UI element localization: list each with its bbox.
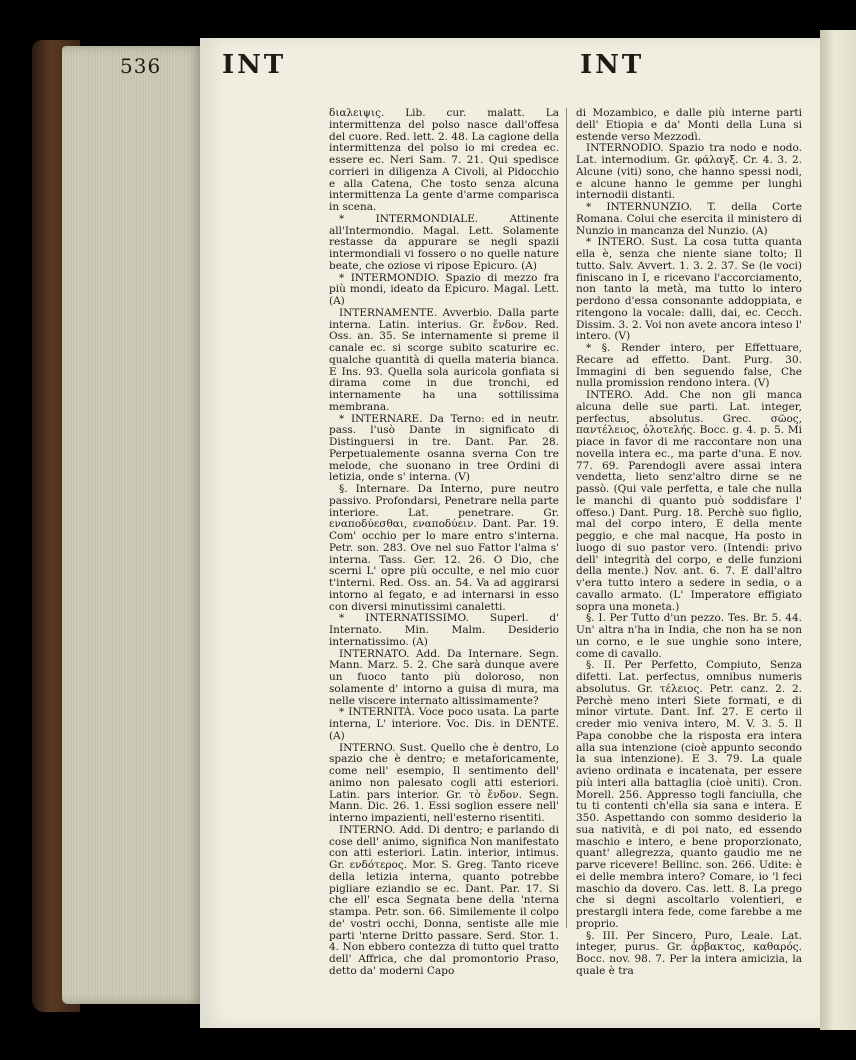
left-entry-6: * INTERNATISSIMO. Superl. d' Internato. Min. Malm. Desiderio internatissimo. (A) (329, 612, 559, 648)
left-entry-5: §. Internare. Da Interno, pure neutro passivo. Profondarsi, Penetrare nella parte interiore. Lat. penetrare. Gr. εναποδύεσθαι, εναποδύειν. Dant. Par. 19. Com' occhio per lo mare entro s'interna. Petr. son. 283. Ove nel suo Fattor l'alma s' interna. Tass. Ger. 12. 26. O Dio, che scerni L' opre più occulte, e nel mio cuor t'interni. Red. Oss. an. 54. Va ad aggirarsi intorno al fegato, e ad internarsi in esso con diversi minutissimi canaletti. (329, 483, 559, 613)
right-entry-0: di Mozambico, e dalle più interne parti dell' Etiopia e da' Monti della Luna si estende verso Mezzodì. (576, 107, 802, 143)
right-entry-7: §. II. Per Perfetto, Compiuto, Senza difetti. Lat. perfectus, omnibus numeris absolutus. Gr. τέλειος. Petr. canz. 2. 2. Perchè meno interi Siete formati, e di minor virtute. Dant. Inf. 27. E certo il creder mio veniva intero, M. V. 3. 5. Il Papa conobbe che la risposta era intera alla sua intenzione (cioè appunto secondo la sua intenzione). E 3. 79. La quale avieno ordinata e incatenata, per essere più interi alla battaglia (cioè uniti). Cron. Morell. 256. Appresso togli fanciulla, che tu ti contenti ch'ella sia sana e intera. E 350. Aspettando con sommo desiderio la sua natività, e di poi nato, ed essendo maschio e intero, e bene proporzionato, quant' allegrezza, quanto gaudio me ne parve ricevere! Bellinc. son. 266. Udite: è ei delle membra intero? Comare, io 'l feci maschio da dovero. Cas. lett. 8. La prego che si degni ascoltarlo volentieri, e prestargli intera fede, come farebbe a me proprio. (576, 659, 802, 930)
column-divider (566, 108, 567, 928)
right-entry-8: §. III. Per Sincero, Puro, Leale. Lat. integer, purus. Gr. ἀρβακτος, καθαρός. Bocc. nov. 98. 7. Per la intera amicizia, la quale è tra (576, 929, 802, 977)
left-entry-2: * INTERMONDIO. Spazio di mezzo fra più mondi, ideato da Epicuro. Magal. Lett. (A) (329, 271, 559, 307)
page-edges (62, 46, 202, 1004)
left-entry-0: διαλειψις. Lib. cur. malatt. La intermittenza del polso nasce dall'offesa del cuore. Red. lett. 2. 48. La cagione della intermittenza del polso io mi credea ec. essere ec. Neri Sam. 7. 21. Qui spedisce corrieri in diligenza A Civoli, al Pidocchio e alla Catena, Che tosto senza alcuna intermittenza La gente d'arme comparisca in scena. (329, 107, 559, 213)
left-entry-3: INTERNAMENTE. Avverbio. Dalla parte interna. Latin. interius. Gr. ἔνδον. Red. Oss. an. 35. Se internamente si preme il canale ec. si scorge subito scaturire ec. qualche quantità di quella materia bianca. E Ins. 93. Quella sola auricola gonfiata si dirama come in due tronchi, ed internamente ha una sottilissima membrana. (329, 306, 559, 413)
left-entry-10: INTERNO. Add. Di dentro; e parlando di cose dell' animo, significa Non manifestato con atti esteriori. Latin. interior, intimus. Gr. ενδότερος. Mor. S. Greg. Tanto riceve della letizia interna, quanto potrebbe pigliare eziandio se ec. Dant. Par. 17. Si che ell' esca Segnata bene della 'nterna stampa. Petr. son. 66. Similemente il colpo de' vostri occhi, Donna, sentiste alle mie parti 'nterne Dritto passare. Serd. Stor. 1. 4. Non ebbero contezza di tutto quel tratto dell' Affrica, che dal promontorio Praso, detto da' moderni Capo (329, 823, 559, 977)
page-header (120, 48, 645, 82)
left-entry-1: * INTERMONDIALE. Attinente all'Intermondio. Magal. Lett. Solamente restasse da appurare se negli spazii intermondiali vi fossero o no quelle nature beate, che oziose vi ripose Epicuro. (A) (329, 212, 559, 272)
left-column (329, 107, 559, 977)
left-entry-7: INTERNATO. Add. Da Internare. Segn. Mann. Marz. 5. 2. Che sarà dunque avere un fuoco tanto più doloroso, non solamente d' intorno a guisa di mura, ma nelle viscere internato altissimamente? (329, 647, 559, 707)
right-entry-5: INTERO. Add. Che non gli manca alcuna delle sue parti. Lat. integer, perfectus, absolutus. Grec. σῶος, παντέλειος, ὁλοτελής. Bocc. g. 4. p. 5. Mi piace in favor di me raccontare non una novella intera ec., ma parte d'una. E nov. 77. 69. Parendogli avere assai intera vendetta, lieto senz'altro dirne se ne passò. (Qui vale perfetta, e tale che nulla le manchi di quanto può soddisfare l' offeso.) Dant. Purg. 18. Perchè suo figlio, mal del corpo intero, E della mente peggio, e che mal nacque, Ha posto in luogo di suo pastor vero. (Intendi: privo dell' integrità del corpo, e delle funzioni della mente.) Nov. ant. 6. 7. E dall'altro v'era tutto intero a sedere in sedia, o a cavallo armato. (L' Imperatore effigiato sopra una moneta.) (576, 389, 802, 613)
left-entry-4: * INTERNARE. Da Terno: ed in neutr. pass. l'usò Dante in significato di Distinguersi in tre. Dant. Par. 28. Perpetualemente osanna sverna Con tre melode, che suonano in tree Ordini di letizia, onde s' interna. (V) (329, 412, 559, 484)
right-entry-2: * INTERNUNZIO. T. della Corte Romana. Colui che esercita il ministero di Nunzio in mancanza del Nunzio. (A) (576, 201, 802, 237)
right-entry-6: §. I. Per Tutto d'un pezzo. Tes. Br. 5. 44. Un' altra n'ha in India, che non ha se non un corno, e le sue unghie sono intere, come di cavallo. (576, 612, 802, 660)
running-head-right: INT (580, 50, 645, 80)
left-entry-9: INTERNO. Sust. Quello che è dentro, Lo spazio che è dentro; e metaforicamente, come nell' esempio, Il sentimento dell' animo non palesato cogli atti esteriori. Latin. pars interior. Gr. τὸ ἔνδον. Segn. Mann. Dic. 26. 1. Essi soglion essere nell' interno impazienti, nell'esterno risentiti. (329, 741, 559, 824)
right-entry-3: * INTERO. Sust. La cosa tutta quanta ella è, senza che niente siane tolto; Il tutto. Salv. Avvert. 1. 3. 2. 37. Se (le voci) finiscano in I, e ricevano l'accorciamento, non tanto la metà, ma tutto lo intero perdono d'essa consonante addoppiata, e ritengono la vocale: dalli, dai, ec. Cecch. Dissim. 3. 2. Voi non avete ancora inteso l' intero. (V) (576, 236, 802, 343)
running-head-left: INT (222, 50, 287, 80)
adjacent-page-edge (820, 30, 856, 1030)
right-entry-4: * §. Render intero, per Effettuare, Recare ad effetto. Dant. Purg. 30. Immagini di ben seguendo false, Che nulla promission rendono intera. (V) (576, 342, 802, 390)
right-column (576, 107, 802, 977)
right-entry-1: INTERNODIO. Spazio tra nodo e nodo. Lat. internodium. Gr. φάλαγξ. Cr. 4. 3. 2. Alcune (viti) sono, che hanno spessi nodi, e alcune hanno le gemme per lunghi internodii distanti. (576, 142, 802, 202)
left-entry-8: * INTERNITÀ. Voce poco usata. La parte interna, L' interiore. Voc. Dis. in DENTE. (A) (329, 706, 559, 742)
page-number: 536 (120, 54, 162, 78)
